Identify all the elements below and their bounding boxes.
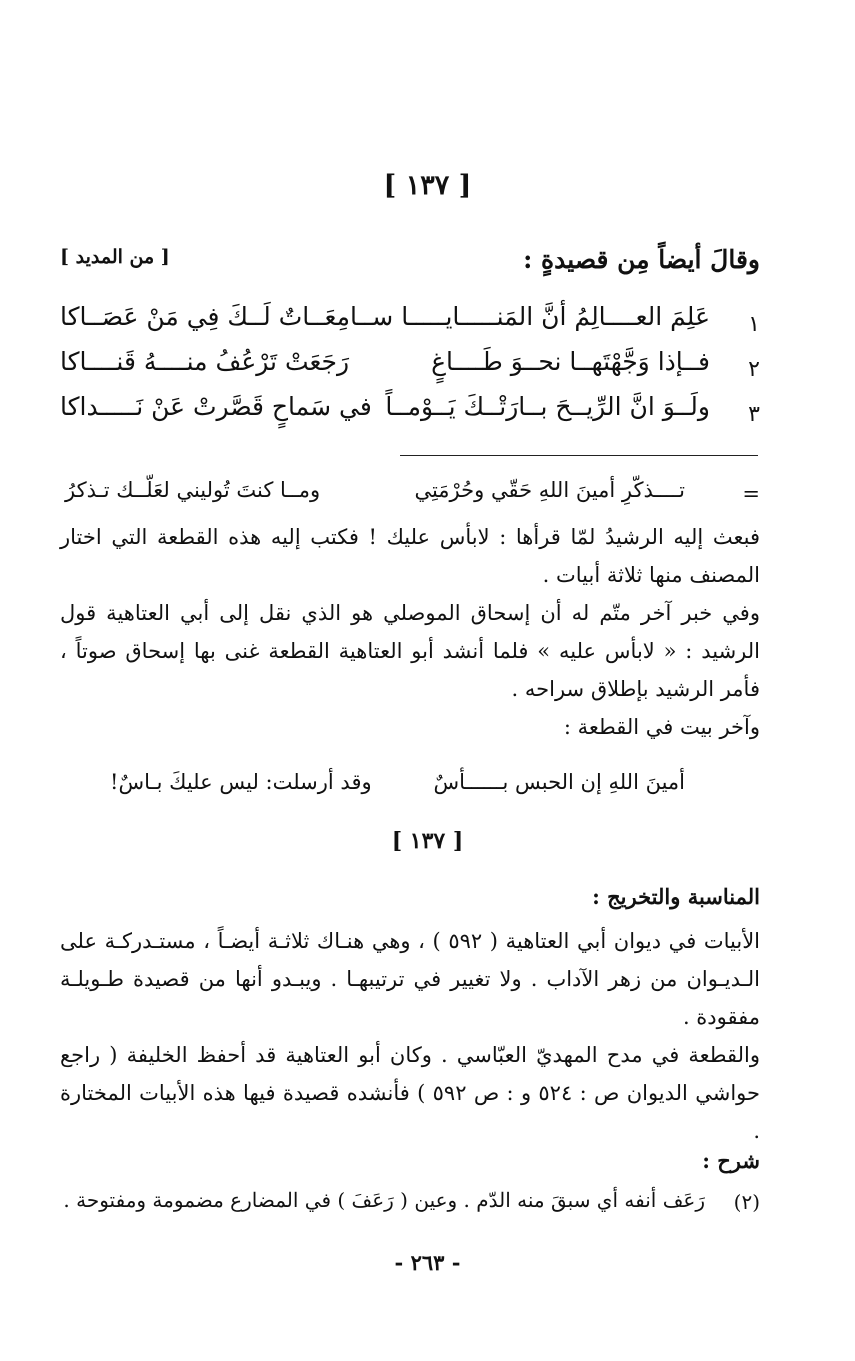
footnote-verse2-first: أمينَ اللهِ إن الحبس بــــــأسٌ [433, 770, 685, 794]
verse-second-hemistich: رَجَعَتْ تَرْعُفُ منــــهُ قَنــــاكا [60, 347, 350, 376]
sharh-note-number: (٢) [733, 1190, 760, 1214]
footnote-verse2-second: وقد أرسلت: ليس عليكَ بـاسٌ! [110, 770, 372, 794]
footnote-paragraph: وفي خبر آخر متّم له أن إسحاق الموصلي هو الذي نقل إلى أبي العتاهية قول الرشيد : « لابأس عليه » فلما أنشد أبو العتاهية القطعة غنى بها إسحاق صوتاً ، فأمر الرشيد بإطلاق سراحه . [60, 601, 760, 701]
footnote-divider [400, 455, 758, 456]
munasaba-body [60, 922, 760, 1150]
footnote-verse-second: ومــا كنتَ تُوليني لعَلّــك تـذكرُ [65, 478, 321, 502]
poem-number-top: [ ١٣٧ ] [383, 170, 472, 201]
sharh-heading: شرح : [702, 1148, 760, 1173]
verse-number: ٣ [748, 402, 760, 427]
verse-first-hemistich: عَلِمَ العــــالِمُ أنَّ المَنـــــايـــــا [401, 302, 710, 331]
poem-number-mid: [ ١٣٧ ] [391, 828, 464, 854]
sharh-note-text: رَعَف أنفه أي سبقَ منه الدّم . وعين ( رَعَفَ ) في المضارع مضمومة ومفتوحة . [63, 1188, 705, 1212]
verse-first-hemistich: ولَــوَ انَّ الرِّيــحَ بــارَتْــكَ يَــوْمــاً [385, 392, 710, 421]
munasaba-paragraph: والقطعة في مدح المهديّ العبّاسي . وكان أبو العتاهية قد أحفظ الخليفة ( راجع حواشي الديوان ص : ٥٢٤ و : ص ٥٩٢ ) فأنشده قصيدة فيها هذه الأبيات المختارة . [60, 1043, 760, 1143]
munasaba-heading: المناسبة والتخريج : [592, 884, 760, 909]
continuation-marker: = [742, 482, 760, 506]
footnote-verse-first: تــــذكّرِ أمينَ اللهِ حَقّي وحُرْمَتِي [414, 478, 685, 502]
verse-first-hemistich: فــإذا وَجَّهْتَهــا نحــوَ طَــــاغٍ [431, 347, 710, 376]
verse-second-hemistich: في سَماحٍ قَصَّرتْ عَنْ نَـــــداكا [60, 392, 372, 421]
footnote-paragraph: فبعث إليه الرشيدُ لمّا قرأها : لابأس عليك ! فكتب إليه هذه القطعة التي اختار المصنف منها ثلاثة أبيات . [60, 525, 760, 587]
page-number: - ٢٦٣ - [394, 1250, 461, 1275]
verse-second-hemistich: ســامِعَــاتٌ لَــكَ فِي مَنْ عَصَــاكا [60, 302, 394, 331]
footnote-body [60, 518, 760, 746]
verse-number: ١ [748, 312, 760, 337]
footnote-paragraph: وآخر بيت في القطعة : [563, 715, 760, 739]
meter-label: [ من المديد ] [60, 246, 170, 268]
munasaba-paragraph: الأبيات في ديوان أبي العتاهية ( ٥٩٢ ) ، وهي هنـاك ثلاثـة أيضـاً ، مستـدركـة على الـديـوان من زهر الآداب . ولا تغيير في ترتيبهـا . ويبـدو أنها من قصيدة طـويلـة مفقودة . [60, 929, 761, 1029]
intro-heading: وقالَ أيضاً مِن قصيدةٍ : [523, 245, 760, 274]
verse-number: ٢ [748, 357, 760, 382]
